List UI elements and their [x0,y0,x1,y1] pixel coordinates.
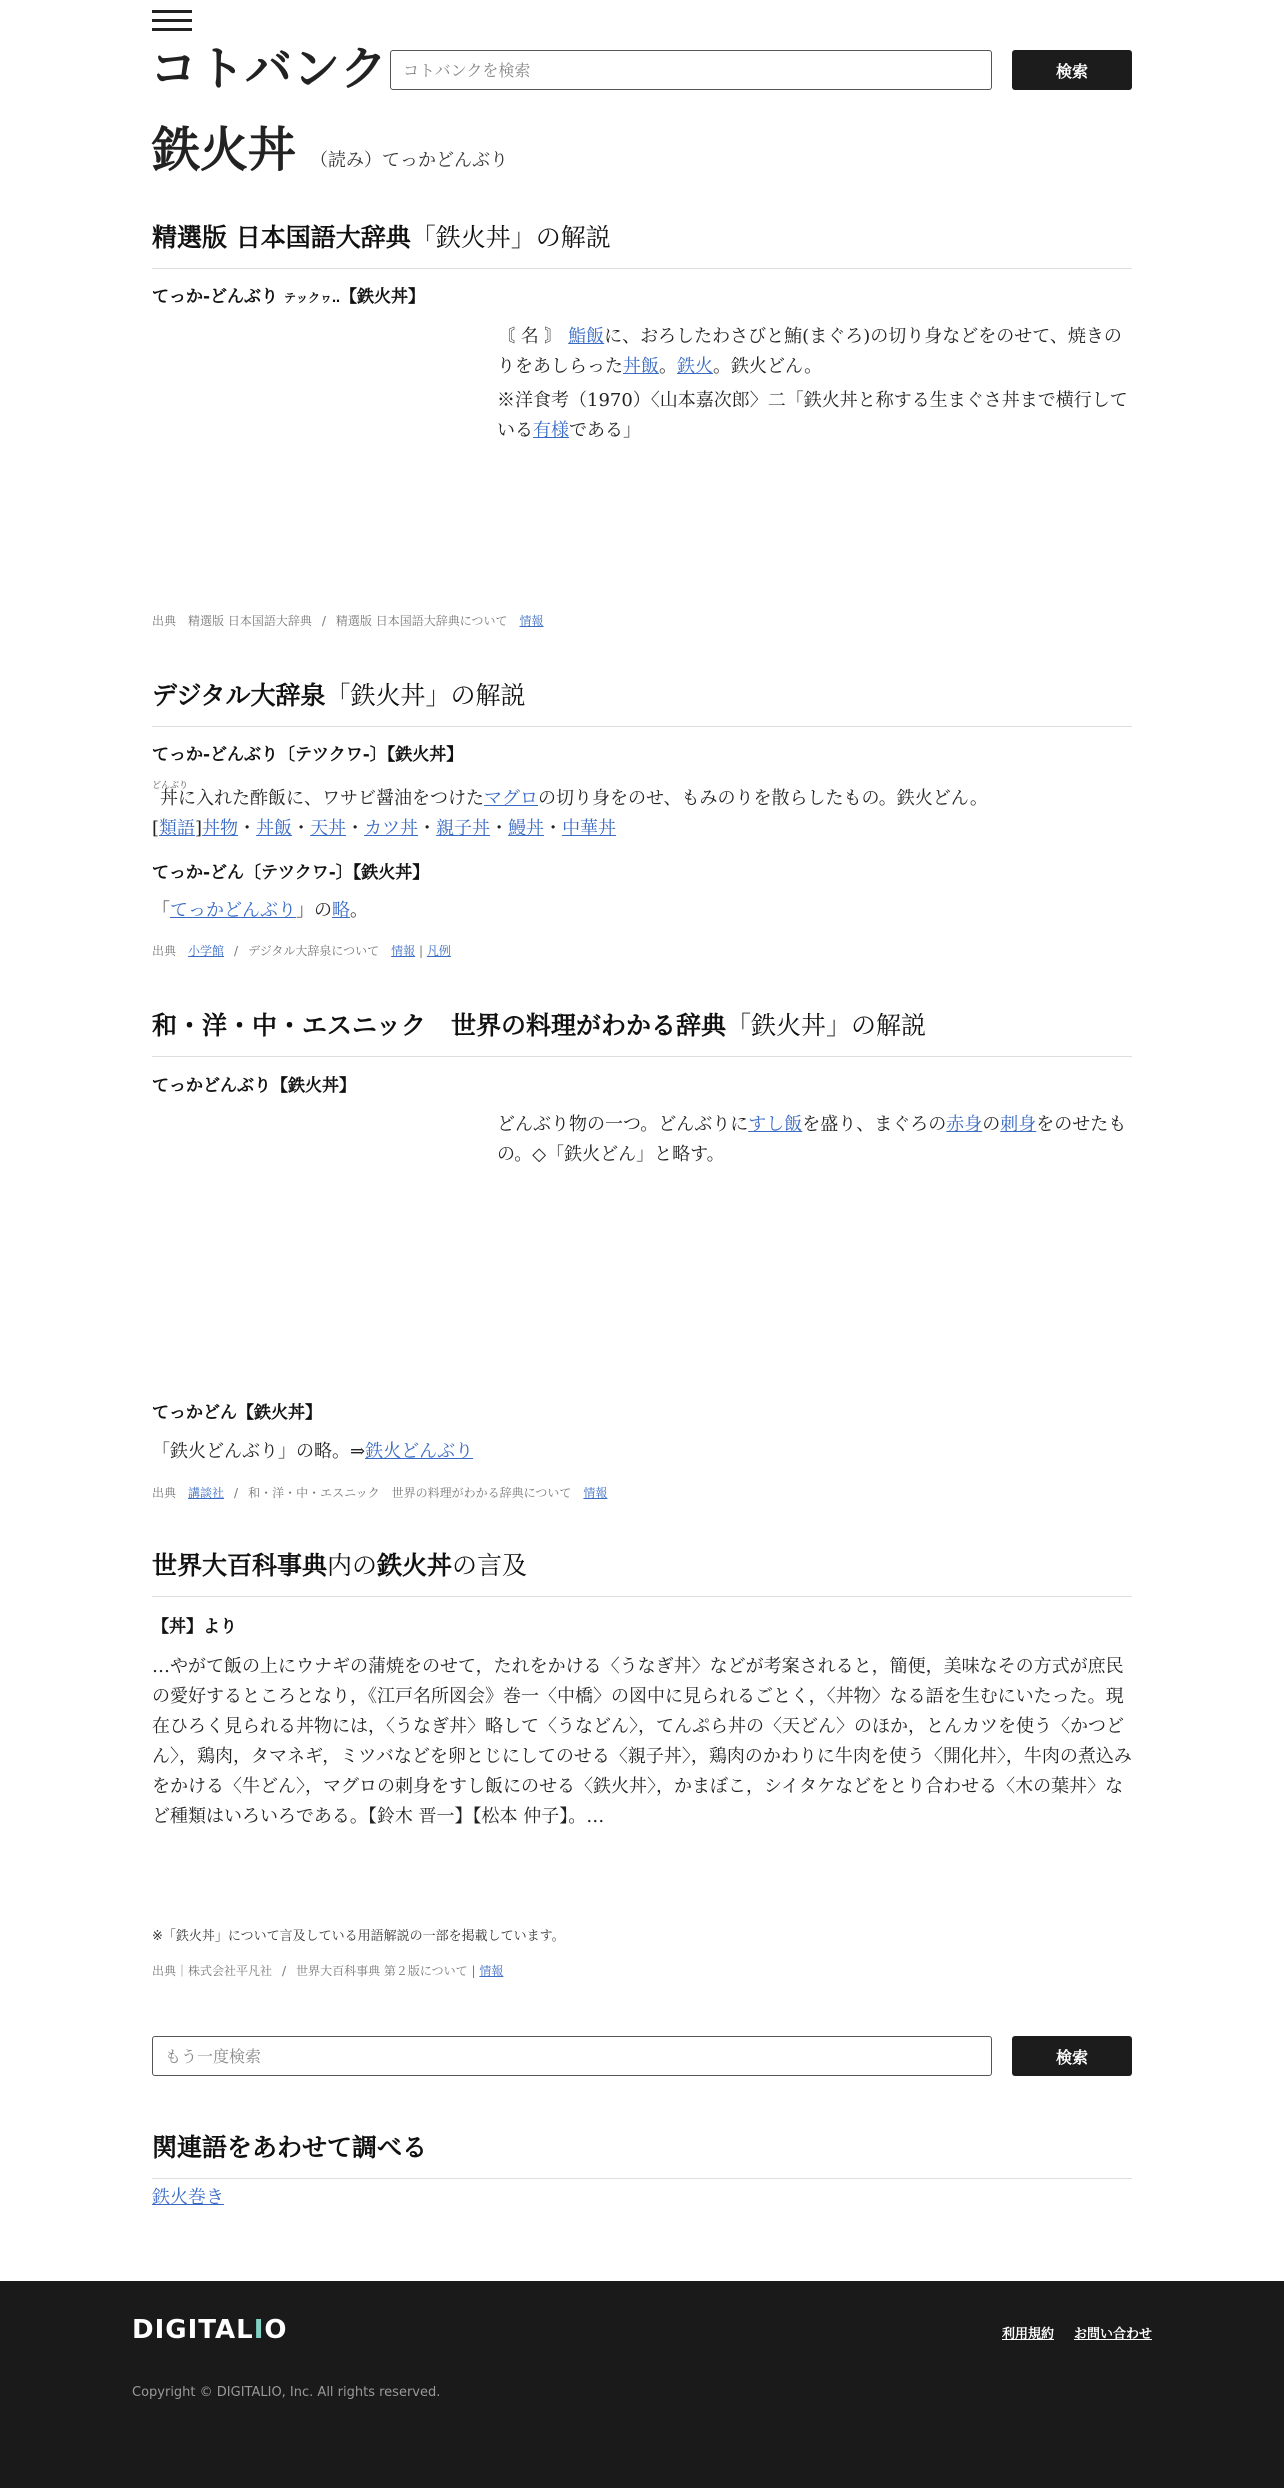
related-title: 関連語をあわせて調べる [152,2133,428,2162]
entry-headword: 【丼】より [152,1617,237,1637]
divider [152,726,1132,727]
divider [152,268,1132,269]
copyright: Copyright © DIGITALIO, Inc. All rights reserved. [132,2385,441,2400]
entry-headword: てっかどんぶり【鉄火丼】 [152,1076,356,1096]
section-title-daijisen: デジタル大辞泉「鉄火丼」の解説 [152,681,526,710]
link-sushimeshi[interactable]: すし飯 [748,1114,803,1135]
definition-text: 「鉄火どんぶり」の略。⇒鉄火どんぶり [152,1441,474,1462]
link-ryaku[interactable]: 略 [332,900,350,921]
encyclopedia-excerpt: …やがて飯の上にウナギの蒲焼をのせて，たれをかける〈うなぎ丼〉などが考案されると，簡便，美味なその方式が庶民の愛好するところとなり，《江戸名所図会》巻一〈中橋〉の図中に見られるごとく，〈丼物〉なる語を生むにいたった。現在ひろく見られる丼物には，〈うなぎ丼〉略して〈うなどん〉，てんぷら丼の〈天どん〉のほか，とんカツを使う〈かつどん〉，鶏肉，タマネギ，ミツバなどを卵とじにしてのせる〈親子丼〉，鶏肉のかわりに牛肉を使う〈開化丼〉，牛肉の煮込みをかける〈牛どん〉，マグロの刺身をすし飯にのせる〈鉄火丼〉，かまぼこ，シイタケなどをとり合わせる〈木の葉丼〉など種類はいろいろである。【鈴木 晋一】【松本 仲子】。… [152,1656,1132,1827]
link-arisama[interactable]: 有様 [533,420,569,441]
source-line: 出典 講談社 / 和・洋・中・エスニック 世界の料理がわかる辞典について 情報 [152,1486,608,1500]
related-word-link[interactable]: 鉄火巻き [152,2187,224,2208]
related-words: [類語]丼物・丼飯・天丼・カツ丼・親子丼・鰻丼・中華丼 [152,818,617,839]
divider [152,1056,1132,1057]
search-again-button[interactable]: 検索 [1012,2036,1132,2076]
related-word-link[interactable]: 天丼 [310,818,347,839]
entry-headword: てっか‐どんぶり〔テツクワ‐〕【鉄火丼】 [152,745,464,765]
related-word-link[interactable]: 中華丼 [562,818,617,839]
source-info-link[interactable]: 情報 [519,614,544,628]
hamburger-menu-icon[interactable] [152,10,192,32]
source-line: 出典 精選版 日本国語大辞典 / 精選版 日本国語大辞典について 情報 [152,614,544,628]
source-publisher-link[interactable]: 小学館 [188,944,225,958]
link-tekkadonburi[interactable]: てっかどんぶり [170,900,296,921]
related-word-link[interactable]: 鰻丼 [508,818,545,839]
related-word-link[interactable]: 親子丼 [436,818,491,839]
search-button[interactable]: 検索 [1012,50,1132,90]
entry-headword: てっか‐どん〔テツクワ‐〕【鉄火丼】 [152,863,430,883]
link-ruigo[interactable]: 類語 [159,818,196,839]
section-title-nikkoku: 精選版 日本国語大辞典「鉄火丼」の解説 [152,223,611,252]
source-line: 出典 小学館 / デジタル大辞泉について 情報 | 凡例 [152,944,451,958]
page-title: 鉄火丼 [152,122,297,178]
reading-label: （読み）てっかどんぶり [310,150,508,171]
related-word-link[interactable]: カツ丼 [364,818,419,839]
link-sashimi[interactable]: 刺身 [1000,1114,1037,1135]
link-maguro[interactable]: マグロ [484,788,538,809]
mention-note: ※「鉄火丼」について言及している用語解説の一部を掲載しています。 [152,1929,565,1944]
link-akami[interactable]: 赤身 [946,1114,983,1135]
definition-text: 「てっかどんぶり」の略。 [152,900,368,921]
footer [0,2281,1284,2488]
related-word-link[interactable]: 丼飯 [256,818,293,839]
footer-logo[interactable]: DIGITALIO [132,2315,288,2345]
terms-link[interactable]: 利用規約 [1002,2327,1055,2342]
definition-text: 〘 名 〙 鮨飯に、おろしたわさびと鮪(まぐろ)の切り身などをのせて、焼きのりをあしらった丼飯。鉄火。鉄火どん。 [497,326,1122,377]
site-logo[interactable]: コトバンク [150,42,389,97]
section-title-heibonsha: 世界大百科事典内の鉄火丼の言及 [152,1551,528,1580]
source-info-link[interactable]: 情報 [391,944,416,958]
link-donburimeshi[interactable]: 丼飯 [623,356,659,377]
contact-link[interactable]: お問い合わせ [1074,2327,1153,2342]
source-info-link[interactable]: 情報 [479,1964,504,1978]
source-publisher-link[interactable]: 講談社 [188,1486,225,1500]
ruby-text: どんぶり [152,781,189,791]
search-input[interactable] [390,50,992,90]
definition-text: どんぶり物の一つ。どんぶりにすし飯を盛り、まぐろの赤身の刺身をのせたもの。◇「鉄火どん」と略す。 [497,1114,1127,1165]
link-tekka[interactable]: 鉄火 [677,356,713,377]
divider [152,1596,1132,1597]
entry-headword: てっかどん【鉄火丼】 [152,1403,322,1423]
link-tekkadonburi[interactable]: 鉄火どんぶり [365,1441,474,1462]
source-info-link[interactable]: 情報 [583,1486,608,1500]
section-title-ryori: 和・洋・中・エスニック 世界の料理がわかる辞典「鉄火丼」の解説 [152,1011,927,1040]
related-word-link[interactable]: 丼物 [202,818,239,839]
quote-text: ※洋食考（1970）〈山本嘉次郎〉二「鉄火丼と称する生まぐさ丼まで横行している有様である」 [497,390,1128,441]
search-again-input[interactable] [152,2036,992,2076]
source-line: 出典｜株式会社平凡社 / 世界大百科事典 第２版について | 情報 [152,1964,504,1978]
link-sushimeshi[interactable]: 鮨飯 [568,326,605,347]
definition-text: 丼に入れた酢飯に、ワサビ醤油をつけたマグロの切り身をのせ、もみのりを散らしたもの。鉄火どん。 [160,788,988,809]
entry-headword: てっか‐どんぶり テックヮ‥【鉄火丼】 [152,287,425,307]
divider [152,2178,1132,2179]
source-guide-link[interactable]: 凡例 [426,944,451,958]
